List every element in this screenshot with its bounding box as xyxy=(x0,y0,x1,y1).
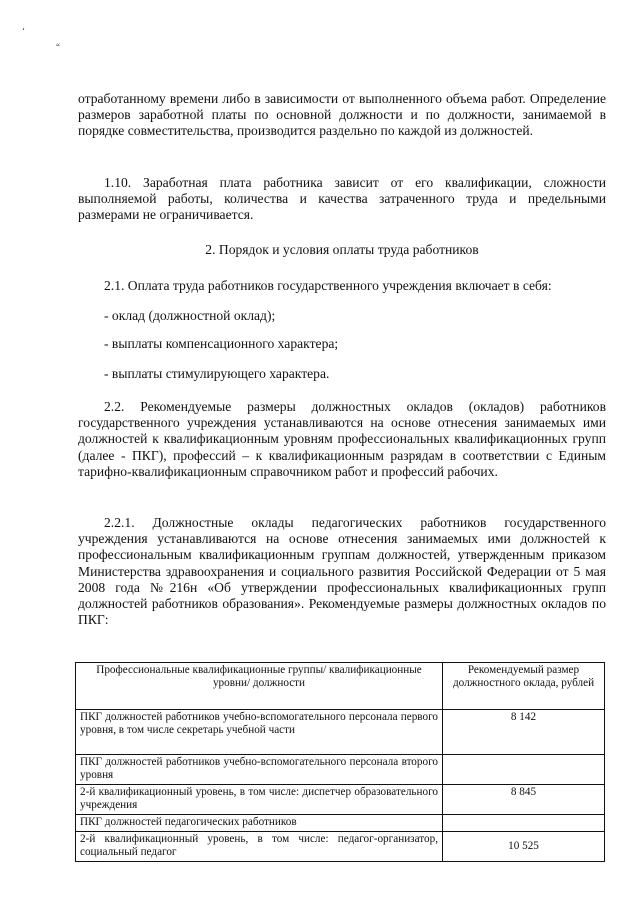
table-header-row xyxy=(76,663,605,710)
table-cell-group: ПКГ должностей педагогических работников xyxy=(76,815,443,832)
table-cell-salary: 8 845 xyxy=(443,785,605,815)
table-row xyxy=(76,815,605,832)
table-row xyxy=(76,785,605,815)
bullet-item: - оклад (должностной оклад); xyxy=(104,308,276,323)
paragraph-continued: отработанному времени либо в зависимости от выполненного объема работ. Определение размеров заработной платы по основной должности и по должности, занимаемой в порядке совместительства, производится раздельно по каждой из должностей. xyxy=(78,91,606,139)
table-cell-salary: 8 142 xyxy=(443,710,605,755)
table-cell-group: 2-й квалификационный уровень, в том числе: диспетчер образовательного учреждения xyxy=(76,785,443,815)
table-header-groups: Профессиональные квалификационные группы/ квалификационные уровни/ должности xyxy=(76,663,443,710)
table-cell-group: ПКГ должностей работников учебно-вспомогательного персонала второго уровня xyxy=(76,755,443,785)
table-cell-salary xyxy=(443,815,605,832)
table-row xyxy=(76,755,605,785)
table-row xyxy=(76,710,605,755)
table-cell-salary: 10 525 xyxy=(443,832,605,862)
scan-mark: ‘ xyxy=(22,26,25,36)
table-row xyxy=(76,832,605,862)
table-cell-salary xyxy=(443,755,605,785)
scan-mark: “ xyxy=(56,42,60,52)
bullet-item: - выплаты стимулирующего характера. xyxy=(104,366,330,381)
table-cell-group: ПКГ должностей работников учебно-вспомогательного персонала первого уровня, в том числе секретарь учебной части xyxy=(76,710,443,755)
paragraph-2-1: 2.1. Оплата труда работников государственного учреждения включает в себя: xyxy=(104,278,552,293)
bullet-item: - выплаты компенсационного характера; xyxy=(104,336,339,351)
table-header-salary: Рекомендуемый размер должностного оклада, рублей xyxy=(443,663,605,710)
salary-table xyxy=(75,662,605,862)
section-2-heading: 2. Порядок и условия оплаты труда работников xyxy=(205,242,479,257)
table-cell-group: 2-й квалификационный уровень, в том числе: педагог-организатор, социальный педагог xyxy=(76,832,443,862)
paragraph-2-2-1: 2.2.1. Должностные оклады педагогических работников государственного учреждения устанавливаются на основе отнесения занимаемых ими должностей к профессиональным квалификационным группам должностей, утвержденным приказом Министерства здравоохранения и социального развития Российской Федерации от 5 мая 2008 года №216н «Об утверждении профессиональных квалификационных групп должностей работников образования». Рекомендуемые размеры должностных окладов по ПКГ: xyxy=(78,515,606,628)
paragraph-1-10: 1.10. Заработная плата работника зависит от его квалификации, сложности выполняемой работы, количества и качества затраченного труда и предельными размерами не ограничивается. xyxy=(78,175,606,223)
paragraph-2-2: 2.2. Рекомендуемые размеры должностных окладов (окладов) работников государственного учреждения устанавливаются на основе отнесения занимаемых ими должностей к квалификационным уровням профессиональных квалификационных групп (далее - ПКГ), профессий – к квалификационным разрядам в соответствии с Единым тарифно-квалификационным справочником работ и профессий рабочих. xyxy=(78,399,606,479)
